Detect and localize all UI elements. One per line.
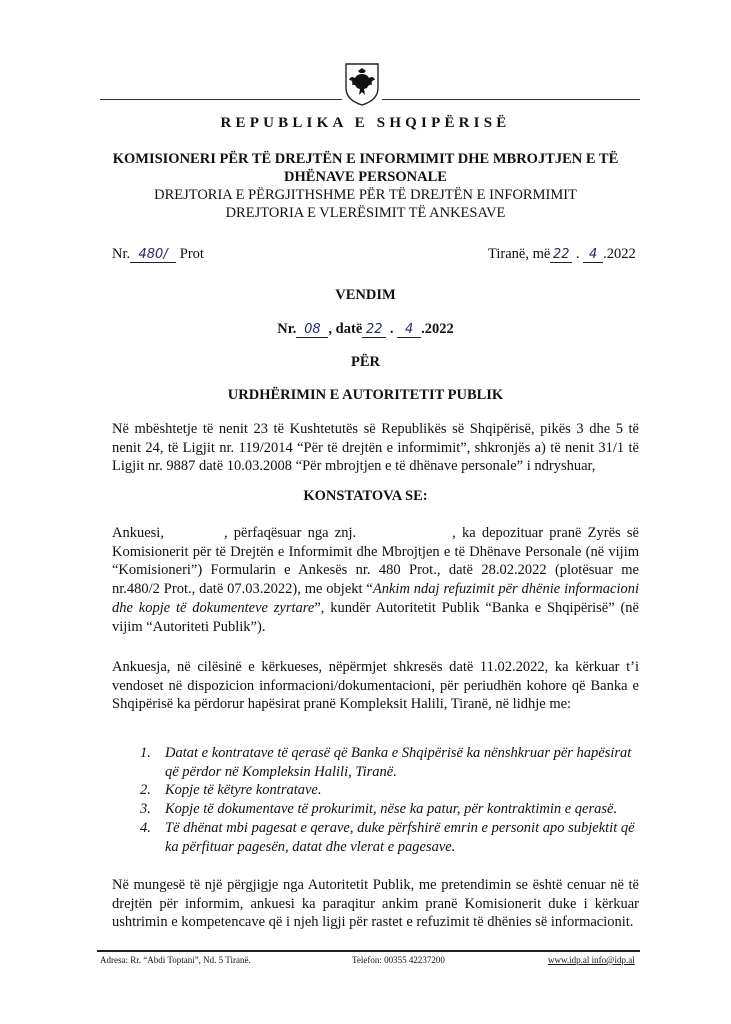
request-paragraph: Ankuesja, në cilësinë e kërkueses, nëpërmjet shkresës datë 11.02.2022, ka kërkuar t’i vendoset në dispozicion informacioni/dokumentacioni, për periudhën kohore që Banka e Shqipërisë ka përdorur hapësirat pranë Kompleksit Halili, Tiranë, në lidhje me: bbox=[112, 659, 639, 713]
list-item: 3. Kopje të dokumentave të prokurimit, nëse ka patur, për kontraktimin e qerasë. bbox=[140, 801, 618, 818]
decision-subject: URDHËRIMIN E AUTORITETIT PUBLIK bbox=[227, 387, 504, 403]
country-title: REPUBLIKA E SHQIPËRISË bbox=[220, 115, 511, 131]
handwritten-decision-number: 08 bbox=[296, 322, 328, 338]
handwritten-decision-month: 4 bbox=[397, 322, 421, 338]
list-item: 4. Të dhënat mbi pagesat e qerave, duke përfshirë emrin e personit apo subjektit që ka përfituar pagesën, datat dhe vlerat e pagesave. bbox=[140, 819, 635, 855]
legal-basis-paragraph: Në mbështetje të nenit 23 të Kushtetutës së Republikës së Shqipërisë, pikës 3 dhe 5 të nenit 24, të Ligjit nr. 119/2014 “Për të drejtën e informimit”, shkronjës a) të nenit 31/1 të Ligjit nr. 9887 datë 10.03.2008 “Për mbrojtjen e të dhënave personale” i ndryshuar, bbox=[112, 421, 639, 475]
requested-items-list bbox=[140, 744, 642, 856]
place-date: Tiranë, më 22 . 4 .2022 bbox=[488, 246, 636, 262]
per-heading: PËR bbox=[351, 354, 380, 370]
absence-paragraph: Në mungesë të një përgjigje nga Autoritetit Publik, me pretendimin se është cenuar në të drejtën për informim, ankuesi ka paraqitur ankim pranë Komisionerit duke i kërkuar ushtrimin e kompetencave që i njeh ligji për rastet e refuzimit të dhënies së informacionit. bbox=[112, 877, 639, 931]
findings-heading: KONSTATOVA SE: bbox=[303, 488, 428, 504]
institution-name: KOMISIONERI PËR TË DREJTËN E INFORMIMIT DHE MBROJTJEN E TË DHËNAVE PERSONALE bbox=[112, 151, 619, 185]
decision-title: VENDIM bbox=[335, 287, 396, 303]
footer-rule bbox=[97, 950, 640, 952]
decision-number-date: Nr. 08 , datë 22 . 4 .2022 bbox=[277, 321, 454, 337]
footer-address: Adresa: Rr. “Abdi Toptani”, Nd. 5 Tiranë. bbox=[100, 955, 251, 965]
handwritten-day: 22 bbox=[550, 247, 572, 263]
list-item: 2. Kopje të këtyre kontratave. bbox=[140, 782, 322, 799]
complaint-paragraph: Ankuesi, , përfaqësuar nga znj. , ka depozituar pranë Zyrës së Komisionerit për të Drejtën e Informimit dhe Mbrojtjen e të Dhënave Personale (në vijim “Komisioneri”) Formularin e Ankesës nr. 480 Prot., datë 28.02.2022 (plotësuar me nr.480/2 Prot., datë 07.03.2022), me objekt “Ankim ndaj refuzimit për dhënie informacioni dhe kopje të dokumenteve zyrtare”, kundër Autoritetit Publik “Banka e Shqipërisë” (në vijim “Autoriteti Publik”). bbox=[112, 525, 639, 635]
header-rule-right bbox=[382, 99, 640, 100]
list-item: 1. Datat e kontratave të qerasë që Banka e Shqipërisë ka nënshkruar për hapësirat që përdor në Kompleksin Halili, Tiranë. bbox=[140, 745, 632, 780]
handwritten-decision-day: 22 bbox=[362, 322, 386, 338]
footer-phone: Telefon: 00355 42237200 bbox=[352, 955, 445, 965]
header-rule-left bbox=[100, 99, 342, 100]
albanian-coat-of-arms-icon bbox=[344, 62, 380, 106]
handwritten-month: 4 bbox=[583, 247, 603, 263]
protocol-number: Nr. 480/ Prot bbox=[112, 246, 204, 262]
footer-website-link[interactable]: www.idp.al info@idp.al bbox=[548, 955, 635, 965]
directorate-name: DREJTORIA E PËRGJITHSHME PËR TË DREJTËN E INFORMIMIT DREJTORIA E VLERËSIMIT TË ANKESAVE bbox=[154, 187, 577, 221]
handwritten-protocol-number: 480/ bbox=[130, 247, 176, 263]
